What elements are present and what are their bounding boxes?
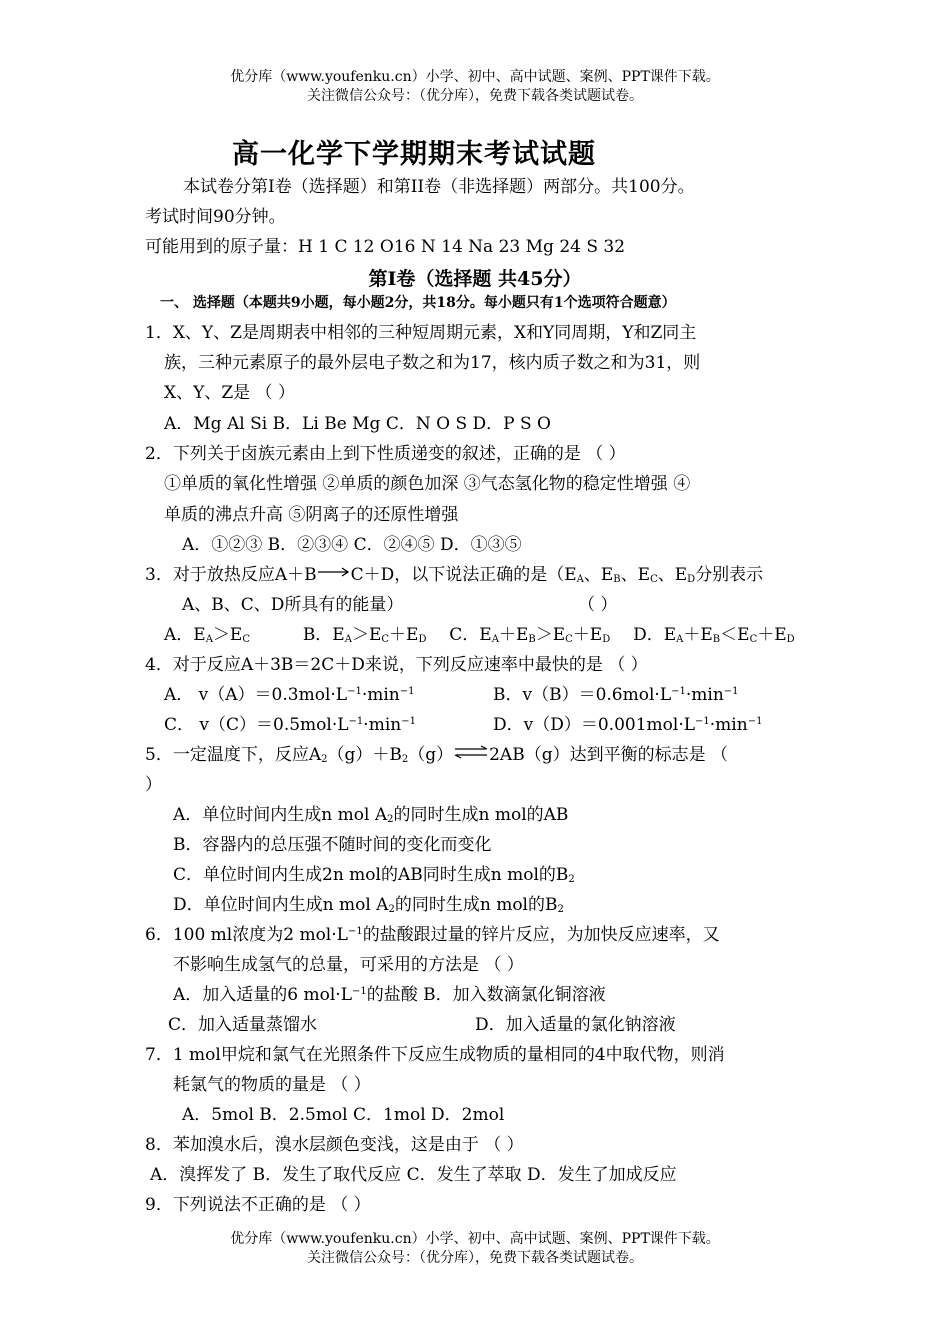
q2-line-1: 2．下列关于卤族元素由上到下性质递变的叙述，正确的是 （ ）	[145, 444, 626, 464]
q3-answer-blank: （ ）	[578, 595, 618, 615]
q5-line-1: 5．一定温度下，反应$A_2(g)+B_2(g)$ 2AB（g）达到平衡的标志是 （	[145, 745, 728, 765]
q6-line-1: 6．100 ml浓度为2 $mol\cdot L^{-1}$的盐酸跟过量的锌片反应，为加快反应速率，又	[145, 925, 720, 945]
q5-line-2: ）	[145, 775, 162, 795]
q3-line-1: 3．对于放热反应A＋B C＋D，以下说法正确的是（$E_A$、$E_B$、$E_C$、$E_D$分别表示	[145, 565, 764, 585]
reaction-arrow-icon	[317, 566, 351, 578]
q4-option-a: A． $v(A)=0.3mol\cdot L^{-1}\cdot\min^{-1}$	[164, 685, 415, 705]
q7-line-1: 7．1 mol甲烷和氯气在光照条件下反应生成物质的量相同的4中取代物，则消	[145, 1045, 725, 1065]
intro-line-2: 考试时间90分钟。	[145, 207, 286, 227]
q1-line-2: 族，三种元素原子的最外层电子数之和为17，核内质子数之和为31，则	[164, 353, 701, 373]
q6-options-ab: A．加入适量的6 $mol\cdot L^{-1}$的盐酸 B．加入数滴氯化铜溶液	[173, 985, 606, 1005]
header-line-1: 优分库（www.youfenku.cn）小学、初中、高中试题、案例、PPT课件下载。	[230, 69, 720, 85]
q7-options: A．5mol B．2.5mol C．1mol D．2mol	[182, 1105, 505, 1125]
q4-option-c: C． $v(C)=0.5mol\cdot L^{-1}\cdot\min^{-1}$	[164, 715, 416, 735]
q4-option-d: D．$v(D)=0.001mol\cdot L^{-1}\cdot\min^{-1}$	[493, 715, 763, 735]
q2-options: A．①②③ B．②③④ C．②④⑤ D．①③⑤	[182, 535, 522, 555]
q1-options: A．Mg Al Si B．Li Be Mg C．N O S D．P S O	[164, 414, 551, 434]
q6-option-d: D．加入适量的氯化钠溶液	[475, 1015, 676, 1035]
q3-options: A．$E_A>E_C$ B．$E_A>E_C+E_D$ C．$E_A+E_B>E_C+E_D$ D．$E_A+E_B<E_C+E_D$	[164, 625, 795, 645]
q3-text-a: 3．对于放热反应A＋B	[145, 565, 317, 585]
q8-line-1: 8．苯加溴水后，溴水层颜色变浅，这是由于 （ ）	[145, 1135, 524, 1155]
q7-line-2: 耗氯气的物质的量是 （ ）	[173, 1075, 371, 1095]
q5-option-b: B．容器内的总压强不随时间的变化而变化	[173, 835, 492, 855]
footer-line-1: 优分库（www.youfenku.cn）小学、初中、高中试题、案例、PPT课件下载。	[230, 1231, 720, 1247]
exam-title: 高一化学下学期期末考试试题	[232, 139, 596, 170]
q5-option-d: D．单位时间内生成n mol $A_2$的同时生成n mol的$B_2$	[173, 895, 564, 915]
q2-line-2: ①单质的氧化性增强 ②单质的颜色加深 ③气态氢化物的稳定性增强 ④	[164, 474, 691, 494]
q3-line-2: A、B、C、D所具有的能量）	[182, 595, 404, 615]
q4-line-1: 4．对于反应A＋3B＝2C＋D来说，下列反应速率中最快的是 （ ）	[145, 655, 648, 675]
q1-line-1: 1．X、Y、Z是周期表中相邻的三种短周期元素，X和Y同周期，Y和Z同主	[145, 323, 697, 343]
q1-line-3: X、Y、Z是 （ ）	[164, 383, 295, 403]
q8-options: A．溴挥发了 B．发生了取代反应 C．发生了萃取 D．发生了加成反应	[150, 1165, 677, 1185]
q9-line-1: 9．下列说法不正确的是 （ ）	[145, 1195, 371, 1215]
header-line-2: 关注微信公众号：（优分库），免费下载各类试题试卷。	[307, 88, 643, 104]
footer-line-2: 关注微信公众号：（优分库），免费下载各类试题试卷。	[307, 1250, 643, 1266]
q5-option-a: A．单位时间内生成n mol $A_2$的同时生成n mol的AB	[173, 805, 569, 825]
section-instruction: 一、 选择题（本题共9小题，每小题2分，共18分。每小题只有1个选项符合题意）	[160, 295, 676, 311]
intro-line-1: 本试卷分第Ⅰ卷（选择题）和第II卷（非选择题）两部分。共100分。	[183, 177, 695, 197]
q2-line-3: 单质的沸点升高 ⑤阴离子的还原性增强	[164, 505, 459, 525]
q5-option-c: C．单位时间内生成2n mol的AB同时生成n mol的$B_2$	[173, 865, 575, 885]
q6-line-2: 不影响生成氢气的总量，可采用的方法是 （ ）	[173, 955, 524, 975]
q4-option-b: B．$v(B)=0.6mol\cdot L^{-1}\cdot\min^{-1}$	[493, 685, 739, 705]
section-title: 第Ⅰ卷（选择题 共45分）	[368, 268, 582, 290]
equilibrium-arrow-icon	[453, 745, 489, 759]
q6-option-c: C．加入适量蒸馏水	[168, 1015, 318, 1035]
atomic-weights: 可能用到的原子量：H 1 C 12 O16 N 14 Na 23 Mg 24 S 32	[145, 237, 626, 257]
